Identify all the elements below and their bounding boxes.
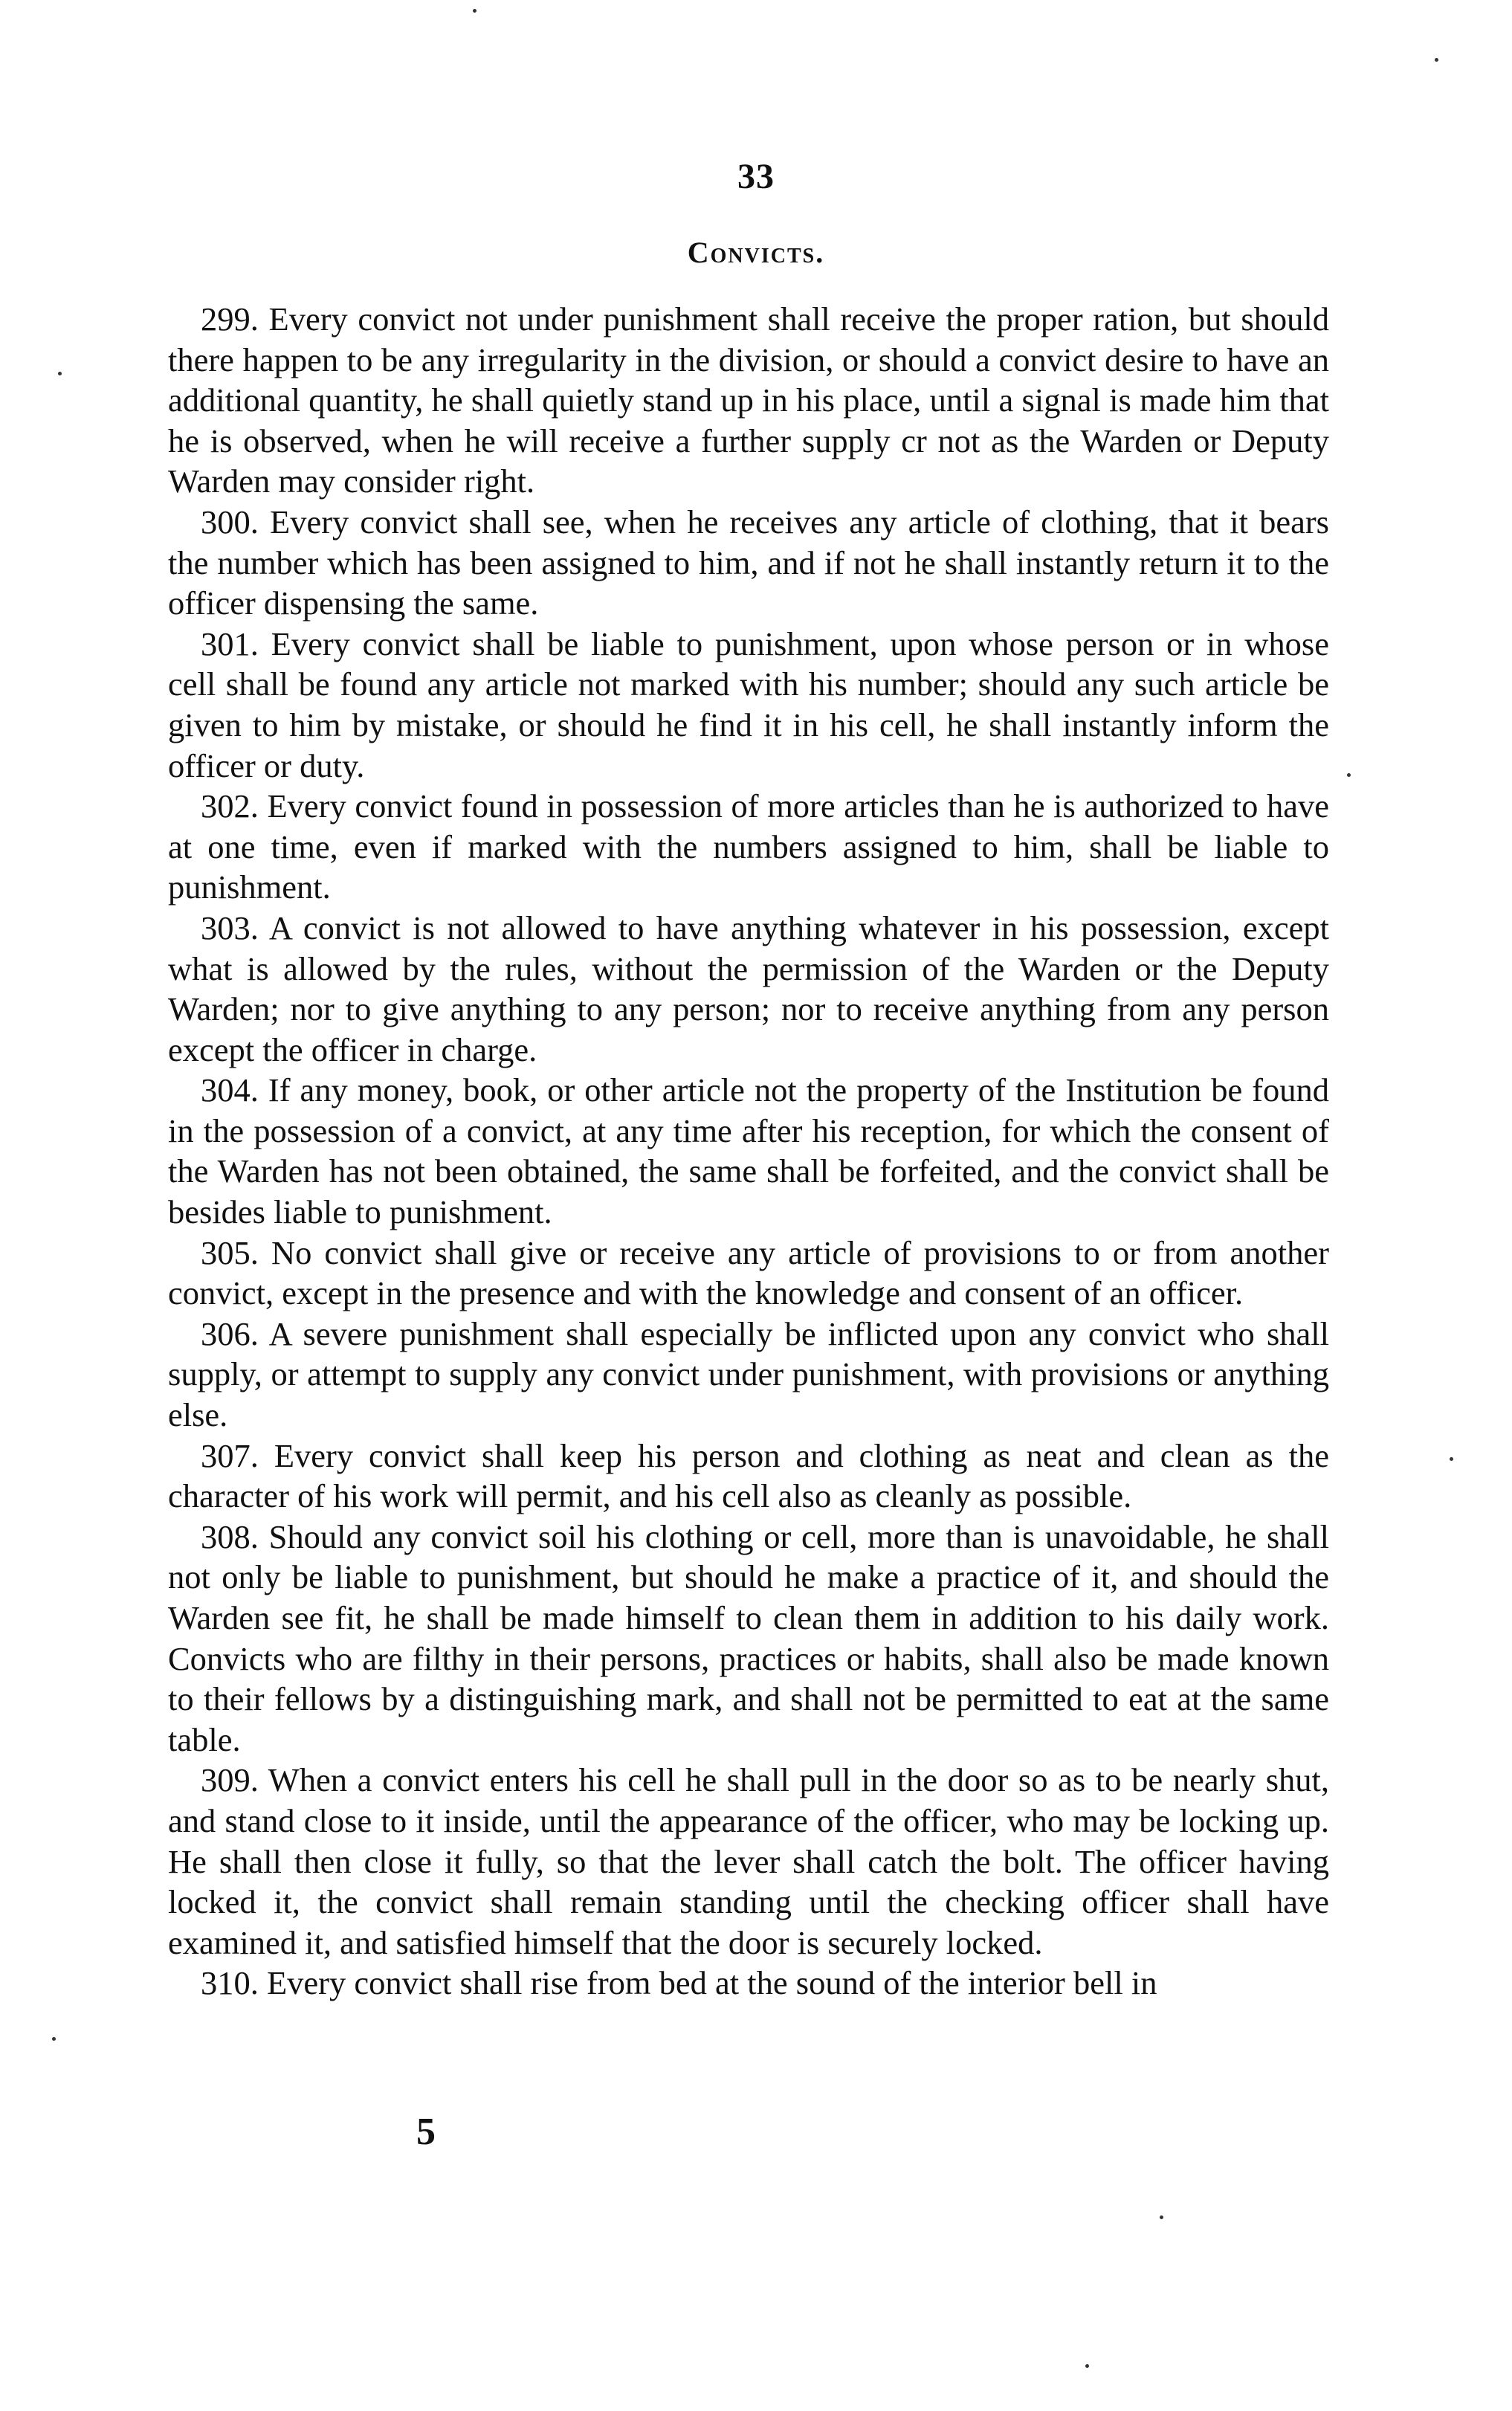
rule-text: A convict is not allowed to have anything whatever in his possession, except what is allowed by the rules, without the permission of the Warden or the Deputy Warden; nor to give anything to any person; nor to receive anything from any person except the officer in charge. xyxy=(168,908,1330,1068)
rule-302 xyxy=(168,786,1329,908)
rule-301 xyxy=(168,624,1329,786)
rule-text: A severe punishment shall especially be inflicted upon any convict who shall supply, or attempt to supply any convict under punishment, with provisions or anything else. xyxy=(168,1314,1329,1434)
rule-text: If any money, book, or other article not the property of the Institution be found in the possession of a convict, at any time after his reception, for which the consent of the Warden has not been obtained, the same shall be forfeited, and the convict shall be besides liable to punishment. xyxy=(168,1071,1330,1231)
rule-number: 301. xyxy=(201,624,259,662)
signature-mark: 5 xyxy=(416,2111,436,2153)
section-title: Convicts. xyxy=(687,236,825,269)
rule-number: 300. xyxy=(201,503,259,540)
rule-number: 308. xyxy=(201,1517,259,1555)
paper-speck xyxy=(1450,1457,1453,1461)
rule-305 xyxy=(168,1233,1329,1314)
rule-303 xyxy=(168,908,1329,1070)
rule-300 xyxy=(168,502,1329,624)
rule-number: 310. xyxy=(201,1964,259,2002)
rule-text: Every convict shall rise from bed at the sound of the interior bell in xyxy=(267,1964,1157,2002)
rule-number: 306. xyxy=(201,1314,259,1352)
paper-speck xyxy=(1435,58,1438,62)
paper-speck xyxy=(58,372,62,375)
rule-text: No convict shall give or receive any article of provisions to or from another convict, except in the presence and with the knowledge and consent of an officer. xyxy=(168,1233,1329,1312)
rule-number: 305. xyxy=(201,1233,259,1271)
paper-speck xyxy=(1160,2215,1163,2219)
rule-308 xyxy=(168,1517,1329,1760)
rule-text: When a convict enters his cell he shall pull in the door so as to be nearly shut, and stand close to it inside, until the appearance of the officer, who may be locking up. He shall then close it fully, so that the lever shall catch the bolt. The officer having locked it, the convict shall remain standing until the checking officer shall have examined it, and satisfied himself that the door is securely locked. xyxy=(168,1761,1329,1961)
rule-number: 303. xyxy=(201,908,259,946)
rule-text: Every convict shall keep his person and clothing as neat and clean as the character of his work will permit, and his cell also as cleanly as possible. xyxy=(168,1436,1330,1515)
rule-number: 299. xyxy=(201,300,259,338)
rule-text: Should any convict soil his clothing or cell, more than is unavoidable, he shall not only be liable to punishment, but should he make a practice of it, and should the Warden see fit, he shall be made himself to clean them in addition to his daily work. Convicts who are filthy in their persons, practices or habits, shall also be made known to their fellows by a distinguishing mark, and shall not be permitted to eat at the same table. xyxy=(168,1517,1330,1758)
rule-309 xyxy=(168,1760,1329,1963)
rule-text: Every convict shall be liable to punishment, upon whose person or in whose cell shall be found any article not marked with his number; should any such article be given to him by mistake, or should he find it in his cell, he shall instantly inform the officer or duty. xyxy=(168,624,1329,784)
rule-299 xyxy=(168,299,1329,502)
rule-number: 309. xyxy=(201,1761,259,1799)
rule-number: 307. xyxy=(201,1436,259,1474)
rule-text: Every convict not under punishment shall receive the proper ration, but should there happen to be any irregularity in the division, or should a convict desire to have an additional quantity, he shall quietly stand up in his place, until a signal is made him that he is observed, when he will receive a further supply cr not as the Warden or Deputy Warden may consider right. xyxy=(168,300,1330,500)
rule-310 xyxy=(168,1963,1329,2004)
rules-body xyxy=(168,299,1329,2004)
rule-304 xyxy=(168,1070,1329,1232)
rule-number: 304. xyxy=(201,1071,259,1109)
paper-speck xyxy=(1347,773,1351,777)
paper-speck xyxy=(1085,2364,1089,2368)
rule-text: Every convict found in possession of more articles than he is authorized to have at one time, even if marked with the numbers assigned to him, shall be liable to punishment. xyxy=(168,787,1330,906)
rule-307 xyxy=(168,1436,1329,1517)
rule-number: 302. xyxy=(201,787,259,825)
rule-306 xyxy=(168,1314,1329,1436)
page-number: 33 xyxy=(737,157,775,196)
rule-text: Every convict shall see, when he receives any article of clothing, that it bears the number which has been assigned to him, and if not he shall instantly return it to the officer dispensing the same. xyxy=(168,503,1329,622)
paper-speck xyxy=(52,2037,56,2041)
paper-speck xyxy=(473,9,476,13)
